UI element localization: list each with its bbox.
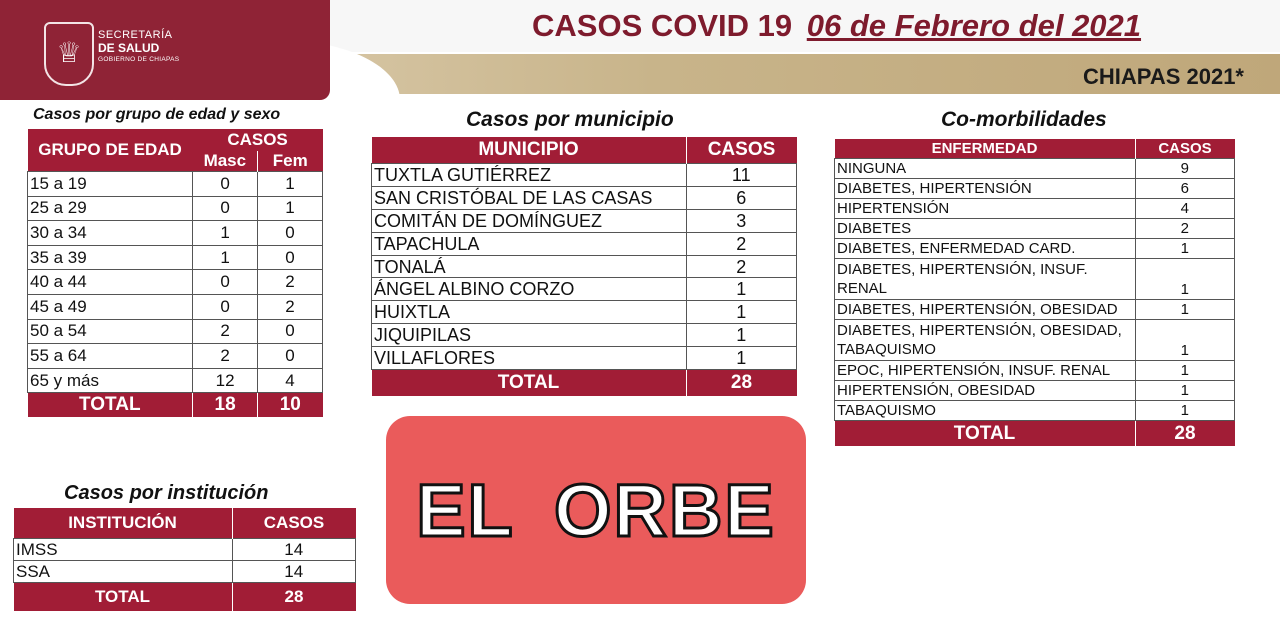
- table-row: [28, 221, 323, 246]
- age-total-masc: 18: [193, 393, 258, 418]
- fem-cell: 1: [258, 172, 323, 197]
- municipio-cases-cell: 6: [686, 186, 797, 209]
- header-cases: CASOS: [193, 129, 323, 151]
- municipio-name-cell: COMITÁN DE DOMÍNGUEZ: [372, 209, 687, 232]
- table-row: [835, 361, 1235, 381]
- masc-cell: 1: [193, 221, 258, 246]
- age-group-cell: 35 a 39: [28, 245, 193, 270]
- table-row: [372, 278, 797, 301]
- municipio-name-cell: SAN CRISTÓBAL DE LAS CASAS: [372, 186, 687, 209]
- comorbidity-table-title: Co-morbilidades: [941, 108, 1107, 131]
- comorbidity-name-cell: EPOC, HIPERTENSIÓN, INSUF. RENAL: [835, 361, 1136, 381]
- table-row: [835, 300, 1235, 320]
- comorbidity-cases-cell: 1: [1135, 259, 1235, 300]
- comorbidity-name-cell: HIPERTENSIÓN: [835, 199, 1136, 219]
- table-row: [835, 219, 1235, 239]
- com-total-label: TOTAL: [835, 421, 1136, 447]
- municipio-cases-cell: 1: [686, 324, 797, 347]
- table-row: [28, 245, 323, 270]
- institution-table-title: Casos por institución: [64, 482, 269, 504]
- header-masc: Masc: [193, 151, 258, 172]
- municipio-name-cell: VILLAFLORES: [372, 347, 687, 370]
- inst-total-label: TOTAL: [14, 583, 233, 612]
- comorbidity-cases-cell: 6: [1135, 179, 1235, 199]
- municipio-name-cell: TUXTLA GUTIÉRREZ: [372, 164, 687, 187]
- comorbidity-name-cell: TABAQUISMO: [835, 401, 1136, 421]
- municipio-name-cell: ÁNGEL ALBINO CORZO: [372, 278, 687, 301]
- table-row: [835, 381, 1235, 401]
- header-inst-cases: CASOS: [232, 508, 356, 539]
- table-row: [835, 159, 1235, 179]
- watermark-text: EL ORBE: [416, 468, 776, 552]
- comorbidity-name-cell: NINGUNA: [835, 159, 1136, 179]
- age-group-cell: 45 a 49: [28, 294, 193, 319]
- table-row: [372, 209, 797, 232]
- comorbidity-name-cell: DIABETES, HIPERTENSIÓN, INSUF. RENAL: [835, 259, 1136, 300]
- table-row: [372, 232, 797, 255]
- municipio-cases-cell: 1: [686, 278, 797, 301]
- title-date: 06 de Febrero del 2021: [806, 8, 1142, 43]
- header-enfermedad: ENFERMEDAD: [835, 139, 1136, 159]
- comorbidity-cases-cell: 1: [1135, 239, 1235, 259]
- table-row: [835, 259, 1235, 300]
- comorbidity-cases-cell: 4: [1135, 199, 1235, 219]
- table-row: [372, 347, 797, 370]
- institution-cases-cell: 14: [232, 539, 356, 561]
- header-mun-cases: CASOS: [686, 137, 797, 164]
- table-row: [372, 186, 797, 209]
- age-sex-table: [27, 129, 323, 417]
- table-row: [372, 324, 797, 347]
- comorbidity-name-cell: HIPERTENSIÓN, OBESIDAD: [835, 381, 1136, 401]
- table-row: [372, 255, 797, 278]
- inst-total-value: 28: [232, 583, 356, 612]
- logo-line-2: DE SALUD: [98, 40, 160, 55]
- mun-total-label: TOTAL: [372, 370, 687, 397]
- table-row: [28, 270, 323, 295]
- age-table-title: Casos por grupo de edad y sexo: [33, 106, 281, 123]
- comorbidity-name-cell: DIABETES, HIPERTENSIÓN, OBESIDAD: [835, 300, 1136, 320]
- table-row: [372, 301, 797, 324]
- comorbidity-table-body: [835, 159, 1235, 421]
- municipio-cases-cell: 2: [686, 232, 797, 255]
- institution-name-cell: SSA: [14, 561, 233, 583]
- municipio-name-cell: JIQUIPILAS: [372, 324, 687, 347]
- header-fem: Fem: [258, 151, 323, 172]
- masc-cell: 0: [193, 270, 258, 295]
- fem-cell: 2: [258, 294, 323, 319]
- comorbidity-name-cell: DIABETES, HIPERTENSIÓN, OBESIDAD, TABAQUISMO: [835, 320, 1136, 361]
- page-title: [532, 8, 1141, 44]
- comorbidity-cases-cell: 1: [1135, 401, 1235, 421]
- comorbidity-cases-cell: 1: [1135, 300, 1235, 320]
- mun-total-value: 28: [686, 370, 797, 397]
- municipio-name-cell: HUIXTLA: [372, 301, 687, 324]
- age-table-body: [28, 172, 323, 393]
- comorbidity-name-cell: DIABETES, ENFERMEDAD CARD.: [835, 239, 1136, 259]
- header-municipio: MUNICIPIO: [372, 137, 687, 164]
- header-com-cases: CASOS: [1135, 139, 1235, 159]
- fem-cell: 0: [258, 344, 323, 369]
- logo-text: [98, 30, 179, 64]
- fem-cell: 0: [258, 245, 323, 270]
- municipio-name-cell: TONALÁ: [372, 255, 687, 278]
- age-total-fem: 10: [258, 393, 323, 418]
- masc-cell: 1: [193, 245, 258, 270]
- table-row: [28, 172, 323, 197]
- comorbidity-cases-cell: 1: [1135, 320, 1235, 361]
- fem-cell: 2: [258, 270, 323, 295]
- age-group-cell: 40 a 44: [28, 270, 193, 295]
- table-row: [835, 401, 1235, 421]
- institution-table: [13, 508, 356, 611]
- masc-cell: 0: [193, 172, 258, 197]
- comorbidity-table: [834, 139, 1235, 446]
- comorbidity-cases-cell: 1: [1135, 381, 1235, 401]
- header-institucion: INSTITUCIÓN: [14, 508, 233, 539]
- age-group-cell: 25 a 29: [28, 196, 193, 221]
- watermark-banner: [386, 416, 806, 604]
- masc-cell: 0: [193, 196, 258, 221]
- table-row: [372, 164, 797, 187]
- fem-cell: 0: [258, 221, 323, 246]
- municipio-cases-cell: 1: [686, 347, 797, 370]
- age-group-cell: 50 a 54: [28, 319, 193, 344]
- masc-cell: 12: [193, 368, 258, 393]
- municipio-name-cell: TAPACHULA: [372, 232, 687, 255]
- title-text: CASOS COVID 19: [532, 8, 793, 43]
- age-group-cell: 55 a 64: [28, 344, 193, 369]
- comorbidity-name-cell: DIABETES: [835, 219, 1136, 239]
- age-group-cell: 65 y más: [28, 368, 193, 393]
- municipio-table-title: Casos por municipio: [466, 108, 674, 131]
- logo-line-3: GOBIERNO DE CHIAPAS: [98, 56, 180, 64]
- header-group: GRUPO DE EDAD: [28, 129, 193, 172]
- com-total-value: 28: [1135, 421, 1235, 447]
- table-row: [835, 239, 1235, 259]
- municipio-cases-cell: 3: [686, 209, 797, 232]
- table-row: [28, 319, 323, 344]
- fem-cell: 0: [258, 319, 323, 344]
- age-group-cell: 15 a 19: [28, 172, 193, 197]
- masc-cell: 2: [193, 344, 258, 369]
- institution-cases-cell: 14: [232, 561, 356, 583]
- institution-name-cell: IMSS: [14, 539, 233, 561]
- table-row: [835, 199, 1235, 219]
- municipio-cases-cell: 11: [686, 164, 797, 187]
- table-row: [28, 196, 323, 221]
- age-total-label: TOTAL: [28, 393, 193, 418]
- comorbidity-name-cell: DIABETES, HIPERTENSIÓN: [835, 179, 1136, 199]
- masc-cell: 2: [193, 319, 258, 344]
- page-header: [0, 0, 1280, 100]
- comorbidity-cases-cell: 9: [1135, 159, 1235, 179]
- logo-line-1: SECRETARÍA: [98, 29, 173, 41]
- masc-cell: 0: [193, 294, 258, 319]
- fem-cell: 1: [258, 196, 323, 221]
- institution-table-body: [14, 539, 356, 583]
- page-subtitle: CHIAPAS 2021*: [1083, 64, 1244, 89]
- comorbidity-cases-cell: 1: [1135, 361, 1235, 381]
- table-row: [14, 561, 356, 583]
- table-row: [14, 539, 356, 561]
- header-logo-panel: [0, 0, 330, 100]
- shield-emblem-icon: ♕: [44, 22, 94, 86]
- municipio-cases-cell: 1: [686, 301, 797, 324]
- age-group-cell: 30 a 34: [28, 221, 193, 246]
- comorbidity-cases-cell: 2: [1135, 219, 1235, 239]
- municipio-table: [371, 137, 797, 396]
- municipio-cases-cell: 2: [686, 255, 797, 278]
- table-row: [835, 320, 1235, 361]
- fem-cell: 4: [258, 368, 323, 393]
- municipio-table-body: [372, 164, 797, 370]
- table-row: [835, 179, 1235, 199]
- table-row: [28, 344, 323, 369]
- table-row: [28, 368, 323, 393]
- table-row: [28, 294, 323, 319]
